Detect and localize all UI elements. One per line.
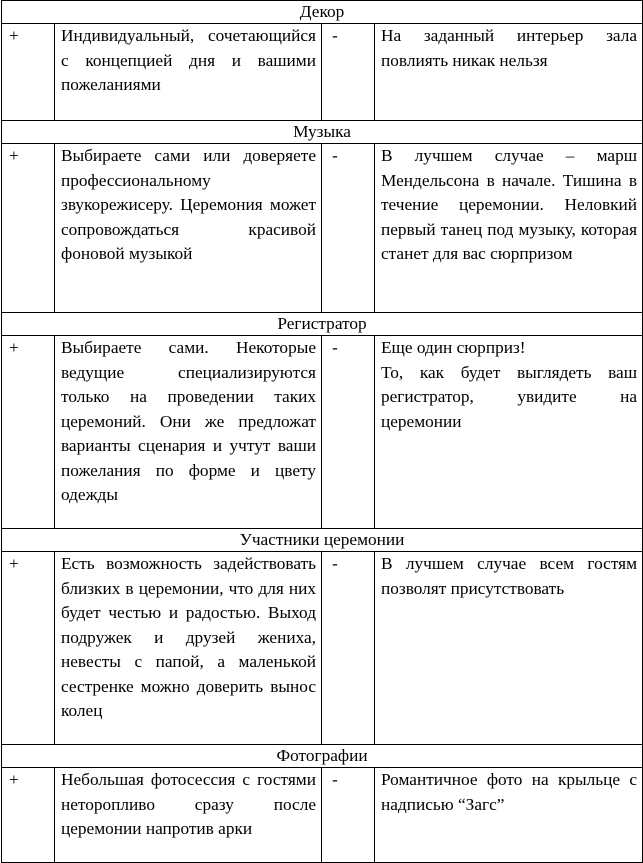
table-row: [2, 144, 643, 313]
minus-text: [375, 336, 643, 529]
table-row: [2, 336, 643, 529]
minus-text: В лучшем случае – марш Мендельсона в начале. Тишина в течение церемонии. Неловкий первый танец под музыку, которая станет для вас сюрпризом: [375, 144, 643, 313]
section-title-registrar: Регистратор: [2, 313, 643, 336]
plus-sign: +: [2, 336, 55, 529]
minus-sign: -: [322, 24, 375, 121]
section-title-decor: Декор: [2, 1, 643, 24]
minus-sign: -: [322, 144, 375, 313]
section-header-row: [2, 1, 643, 24]
plus-sign: +: [2, 24, 55, 121]
minus-text: Романтичное фото на крыльце с надписью “Загс”: [375, 768, 643, 863]
minus-sign: -: [322, 336, 375, 529]
plus-sign: +: [2, 768, 55, 863]
table-row: [2, 24, 643, 121]
minus-text-line: То, как будет выглядеть ваш регистратор, увидите на церемонии: [381, 362, 638, 431]
plus-text: Индивидуальный, сочетающийся с концепцией дня и вашими пожеланиями: [55, 24, 322, 121]
table-row: [2, 552, 643, 745]
section-header-row: [2, 745, 643, 768]
section-header-row: [2, 121, 643, 144]
minus-text: В лучшем случае всем гостям позволят присутствовать: [375, 552, 643, 745]
section-header-row: [2, 529, 643, 552]
section-title-participants: Участники церемонии: [2, 529, 643, 552]
plus-sign: +: [2, 144, 55, 313]
section-header-row: [2, 313, 643, 336]
plus-text: Выбираете сами. Некоторые ведущие специализируются только на проведении таких церемоний. Они же предложат варианты сценария и учтут ваши пожелания по форме и цвету одежды: [55, 336, 322, 529]
plus-text: Небольшая фотосессия с гостями неторопливо сразу после церемонии напротив арки: [55, 768, 322, 863]
plus-text: Есть возможность задействовать близких в церемонии, что для них будет честью и радостью. Выход подружек и друзей жениха, невесты с папой, а маленькой сестренке можно доверить вынос колец: [55, 552, 322, 745]
plus-text: Выбираете сами или доверяете профессиональному звукорежисеру. Церемония может сопровождаться красивой фоновой музыкой: [55, 144, 322, 313]
plus-sign: +: [2, 552, 55, 745]
minus-text: На заданный интерьер зала повлиять никак нельзя: [375, 24, 643, 121]
table-row: [2, 768, 643, 863]
minus-sign: -: [322, 552, 375, 745]
minus-text-line: Еще один сюрприз!: [381, 338, 526, 357]
minus-sign: -: [322, 768, 375, 863]
section-title-music: Музыка: [2, 121, 643, 144]
comparison-table: [1, 0, 643, 863]
section-title-photos: Фотографии: [2, 745, 643, 768]
